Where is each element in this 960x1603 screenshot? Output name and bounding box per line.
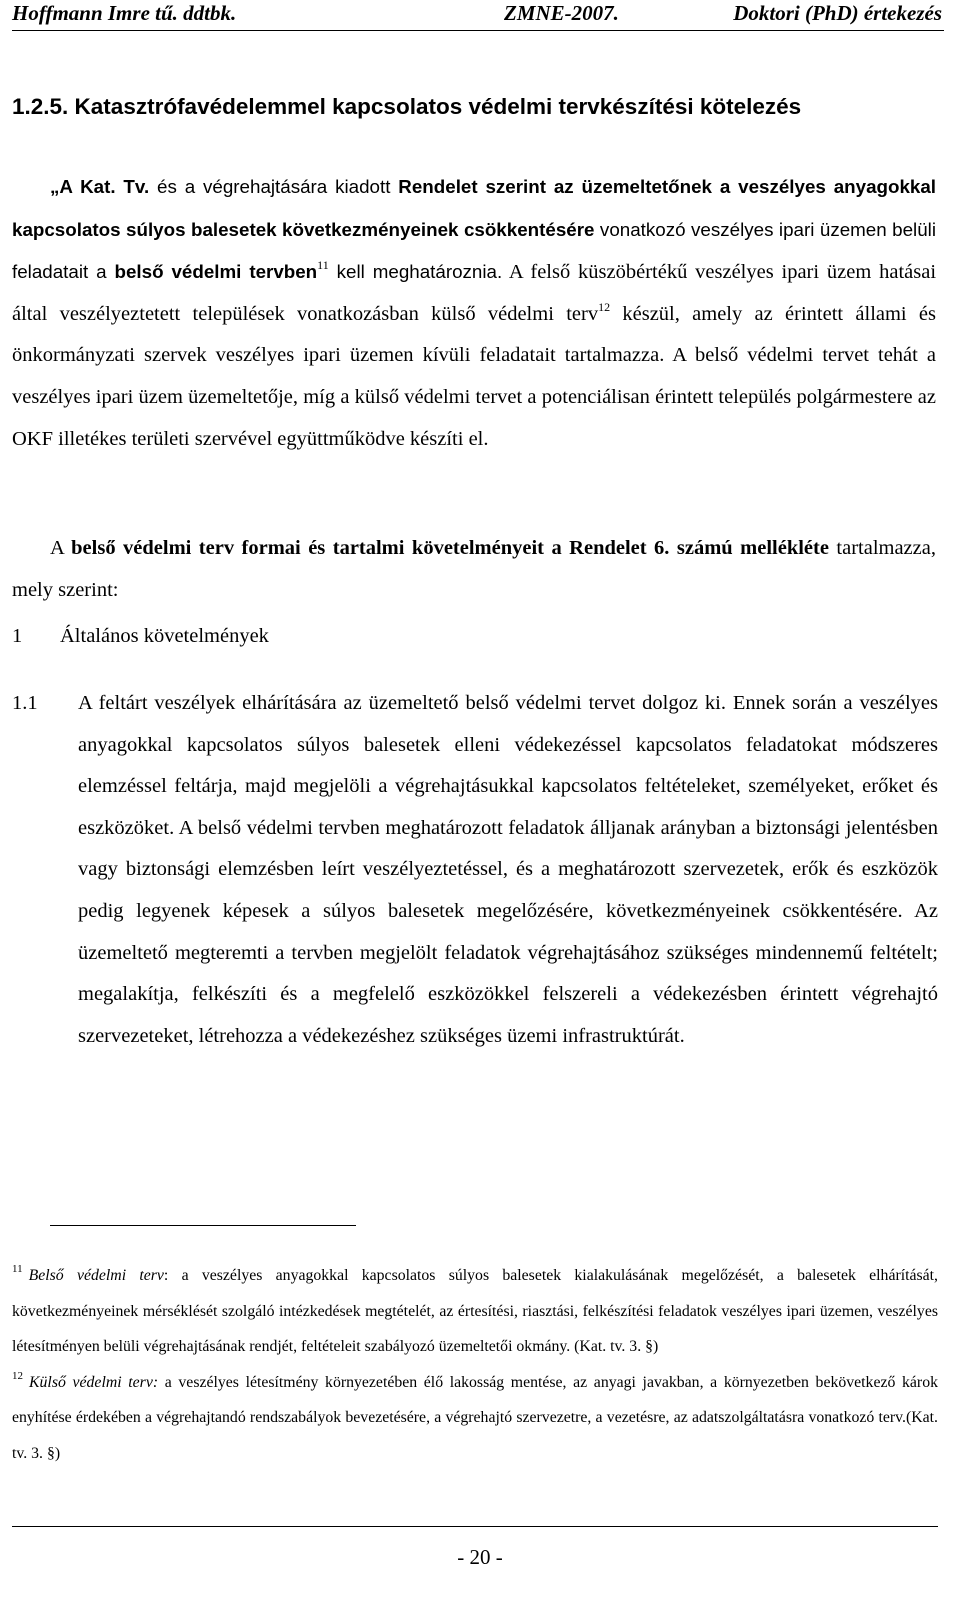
p2-text: A	[50, 537, 72, 559]
header-doc-type: Doktori (PhD) értekezés	[733, 1, 942, 25]
p1-kat-tv: „A Kat. Tv.	[50, 176, 150, 197]
p1-text: A felső küszöbértékű veszélyes ipari üzem hatásai által veszélyeztetett települések vonatkozásban külső védelmi terv	[12, 261, 937, 325]
footer-rule	[12, 1526, 938, 1527]
list-item-text: A feltárt veszélyek elhárítására az üzemeltető belső védelmi tervet dolgoz ki. Ennek során a veszélyes anyagokkal kapcsolatos súlyos balesetek elleni védekezéssel kapcsolatos feladatokat módszeres elemzéssel feltárja, majd megjelöli a végrehajtásukkal kapcsolatos feltételeket, személyeket, erőket és eszközöket. A belső védelmi tervben meghatározott feladatok álljanak arányban a biztonsági jelentésben vagy biztonsági elemzésben leírt veszélyeztetéssel, és a meghatározott szervezetek, erők és eszközök pedig legyenek képesek a súlyos balesetek megelőzésére, következményeinek csökkentésére. Az üzemeltető megteremti a tervben megjelölt feladatok végrehajtásához szükséges mindennemű feltételt; megalakítja, felkészíti és a megfelelő eszközökkel felszereli a védekezésben érintett végrehajtó szervezeteket, létrehozza a védekezéshez szükséges üzemi infrastruktúrát.	[78, 692, 938, 1047]
paragraph-1	[12, 166, 936, 460]
p1-text: és a végrehajtására kiadott	[149, 176, 399, 197]
list-item-text: Általános követelmények	[60, 625, 269, 647]
footnotes	[12, 1258, 938, 1471]
footnote-ref-11[interactable]: 11	[317, 258, 329, 273]
list-item-number: 1	[12, 625, 23, 647]
p2-text: tartalmazza, mely szerint:	[12, 537, 936, 601]
list-item-number: 1.1	[12, 692, 38, 714]
page-number: - 20 -	[457, 1545, 503, 1569]
p1-term-belso: belső védelmi tervben	[114, 261, 318, 283]
footnote-text: a veszélyes létesítmény környezetében élő lakosság mentése, az anyagi javakban, a környezetben bekövetkező károk enyhítése érdekében a végrehajtandó rendszabályok bevezetésére, a végrehajtó szervezetre, a vezetésre, az adatszolgáltatásra vonatkozó terv.(Kat. tv. 3. §)	[12, 1373, 938, 1462]
footnote-ref-12[interactable]: 12	[598, 299, 611, 314]
p1-bold-text: Rendelet szerint az üzemeltetőnek a veszélyes anyagokkal kapcsolatos súlyos balesetek következményeinek csökkentésére	[12, 176, 937, 240]
footnote-separator	[50, 1225, 356, 1226]
footnote-text: : a veszélyes anyagokkal kapcsolatos súlyos balesetek kialakulásának megelőzését, a balesetek elhárítását, következményeinek mérséklését szolgáló intézkedések megtételét, az értesítési, riasztási, felkészítési feladatok veszélyes ipari üzemen, veszélyes létesítményen belüli végrehajtásának rendjét, feltételeit szabályozó üzemeltetői okmány. (Kat. tv. 3. §)	[12, 1267, 939, 1355]
p2-bold-text: belső védelmi terv formai és tartalmi követelményeit a Rendelet 6. számú mellékléte	[71, 537, 829, 559]
footnote-11: $^{11}$ Belső védelmi terv: a veszélyes anyagokkal kapcsolatos súlyos balesetek kialakulásának megelőzését, a balesetek elhárítását, következményeinek mérséklését szolgáló intézkedések megtételét, az értesítési, riasztási, felkészítési feladatok veszélyes ipari üzemen, veszélyes létesítményen belüli végrehajtásának rendjét, feltételeit szabályozó üzemeltetői okmány. (Kat. tv. 3. §)	[12, 1263, 939, 1355]
list-item-1-1	[12, 683, 938, 1057]
footnote-12: $^{12}$ Külső védelmi terv: a veszélyes létesítmény környezetében élő lakosság mentése, az anyagi javakban, a környezetben bekövetkező károk enyhítése érdekében a végrehajtandó rendszabályok bevezetésére, a végrehajtó szervezetre, a vezetésre, az adatszolgáltatásra vonatkozó terv.(Kat. tv. 3. §)	[12, 1369, 938, 1462]
p1-text: kell meghatároznia.	[328, 261, 503, 283]
running-header	[12, 0, 944, 31]
footnote-term: Külső védelmi terv:	[29, 1373, 159, 1391]
p1-text: vonatkozó veszélyes ipari üzemen belüli feladatait a	[12, 218, 937, 283]
paragraph-2	[12, 528, 936, 611]
p1-text: készül, amely az érintett állami és önkormányzati szervek veszélyes ipari üzemen kívüli feladatait tartalmazza. A belső védelmi tervet tehát a veszélyes ipari üzem üzemeltetője, míg a külső védelmi tervet a potenciálisan érintett település polgármestere az OKF illetékes területi szervével együttműködve készíti el.	[12, 302, 936, 450]
section-heading: 1.2.5. Katasztrófavédelemmel kapcsolatos védelmi tervkészítési kötelezés	[12, 94, 802, 119]
footnote-term: Belső védelmi terv	[28, 1267, 164, 1284]
header-institution: ZMNE-2007.	[504, 1, 619, 25]
header-author: Hoffmann Imre tű. ddtbk.	[12, 1, 237, 25]
